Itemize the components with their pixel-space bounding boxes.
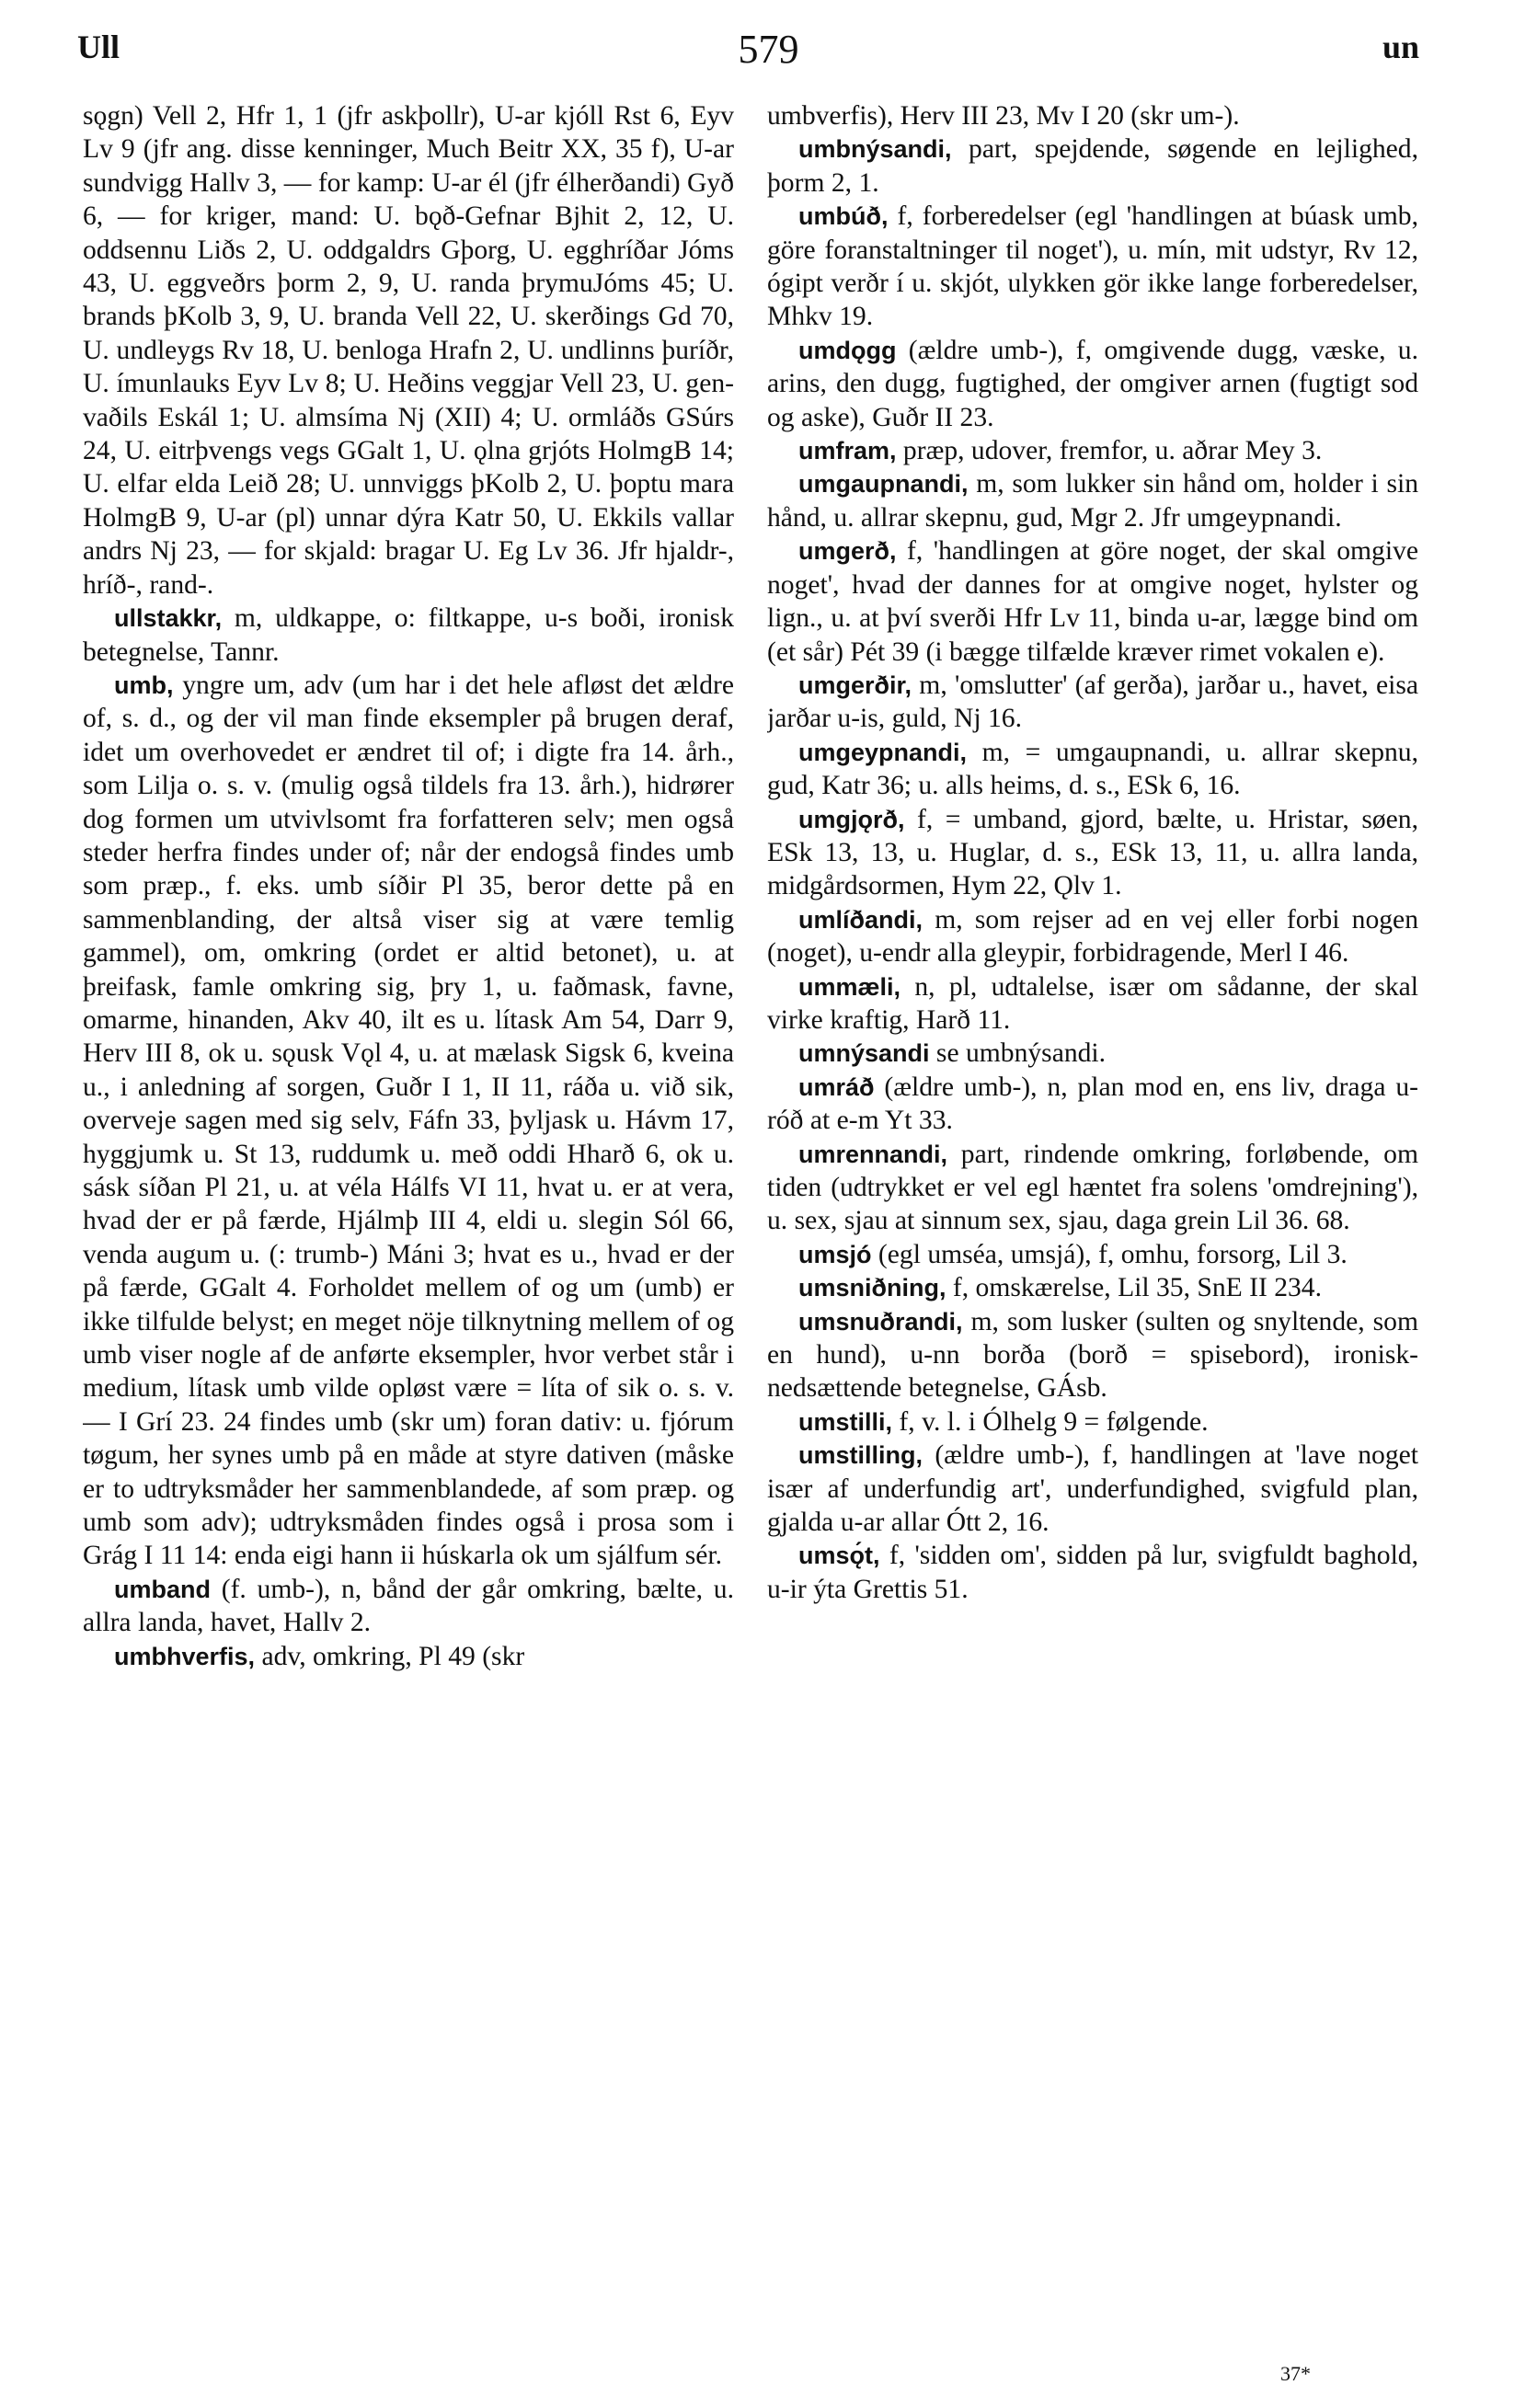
dictionary-entry (767, 1238, 1418, 1271)
headword: umstilli, (798, 1407, 893, 1436)
headword: umráð (798, 1072, 875, 1101)
headword: umsniðning, (798, 1274, 946, 1302)
entry-text: se umbnýsandi. (929, 1038, 1107, 1069)
entry-text: yngre um, adv (um har i det hele afløst det ældre of, s. d., og der vil man finde eksempler på brugen deraf, idet um overhovedet er ændret til of; i digte fra 14. årh., som Lilja o. s. v. (mulig også tildels fra 13. årh.), hidrører dog formen um utvivlsomt fra forfatteren selv; men også steder herfra findes under of; når der endogså findes umb som præp., f. eks. umb síðir Pl 35, beror dette på en sammenblanding, der altså viser sig at være temlig gammel), om, omkring (ordet er altid betonet), u. at þreifask, famle omkring sig, þry 1, u. faðmask, favne, omarme, hinanden, Akv 40, ilt es u. lítask Am 54, Darr 9, Herv III 8, ok u. sǫusk Vǫl 4, u. at mælask Sigsk 6, kveina u., i anledning af sorgen, Guðr I 1, II 11, ráða u. við sik, overveje sagen med sig selv, Fáfn 33, þyljask u. Hávm 17, hyggjumk u. St 13, ruddumk u. með oddi Hharð 6, ok u. sásk síðan Pl 21, u. at véla Hálfs VI 11, hvat u. er at vera, hvad der er på færde, Hjálmþ III 4, eldi u. slegin Sól 66, venda augum u. (: trumb-) Máni 3; hvat es u., hvad er der på færde, GGalt 4. Forholdet mellem of og um (umb) er ikke tilfulde belyst; en meget nöje tilknytning mellem of og umb viser nogle af de anførte eksempler, hvor verbet står i medium, lítask umb vilde opløst være = líta of sik o. s. v. — I Grí 23. 24 findes umb (skr um) foran dativ: u. fjórum tøgum, her synes umb på en måde at styre dativen (måske er to udtryksmåder her sammenblandede, af som præp. og umb som adv); udtryksmåden findes også i prosa som i Grág I 11 14: enda eigi hann ii húskarla ok um sjálfum sér. (83, 670, 734, 1571)
entry-text: (ældre umb-), f, handlingen at 'lave noget især af underfundig art', underfundighed, svigfuld plan, gjalda u-ar allar Ótt 2, 16. (767, 1440, 1418, 1538)
dictionary-entry (767, 903, 1418, 970)
headword: umbúð, (798, 202, 889, 231)
entry-text: f, 'sidden om', sidden på lur, svigfuldt baghold, u-ir ýta Grettis 51. (767, 1541, 1418, 1604)
entry-text: (egl umséa, umsjá), f, omhu, forsorg, Lil 3. (871, 1239, 1348, 1269)
headword: umstilling, (798, 1441, 923, 1470)
dictionary-entry (767, 467, 1418, 534)
dictionary-entry (767, 334, 1418, 434)
dictionary-entry (767, 736, 1418, 803)
entry-text: f, forberedelser (egl 'handlingen at búask umb, göre foranstaltninger til noget'), u. mín, mit udstyr, Rv 12, ógipt verðr í u. skjót, ulykken gör ikke lange forberedelser, Mhkv 19. (767, 201, 1418, 332)
headword: umb, (114, 671, 174, 699)
dictionary-entry (767, 1405, 1418, 1439)
headword: umgjǫrð, (798, 805, 905, 833)
headword: umdǫgg (798, 336, 897, 364)
dictionary-entry (767, 1138, 1418, 1238)
dictionary-entry (767, 669, 1418, 736)
page-number: 579 (738, 27, 799, 72)
entry-text: (ældre umb-), f, omgivende dugg, væske, u. arins, den dugg, fugtighed, der omgiver arnen (fugtigt sod og aske), Guðr II 23. (767, 335, 1418, 432)
page-header (0, 0, 1537, 92)
entry-text: m, som rejser ad en vej eller forbi nogen (noget), u-endr alla gleypir, forbidragende, Merl I 46. (767, 904, 1418, 969)
entry-text: (f. umb-), n, bånd der går omkring, bælte, u. allra landa, havet, Hallv 2. (83, 1574, 734, 1638)
right-column (767, 99, 1418, 2344)
dictionary-entry (83, 1573, 734, 1640)
entry-text: m, som lusker (sulten og snyltende, som en hund), u-nn borða (borð = spisebord), ironisk-nedsættende betegnelse, GÁsb. (767, 1306, 1418, 1404)
headword: umgerðir, (798, 671, 912, 699)
entry-text: n, pl, udtalelse, især om sådanne, der skal virke kraftig, Harð 11. (767, 971, 1418, 1035)
entry-text: sǫgn) Vell 2, Hfr 1, 1 (jfr askþollr), U-ar kjóll Rst 6, Eyv Lv 9 (jfr ang. disse kenninger, Much Beitr XX, 35 f), U-ar sundvigg Hallv 3, — for kamp: U-ar él (jfr élherðandi) Gyð 6, — for kriger, mand: U. bǫð-Gefnar Bjhit 2, 12, U. oddsennu Liðs 2, U. oddgaldrs Gþorg, U. egghríðar Jóms 43, U. eggveðrs þorm 2, 9, U. randa þrymuJóms 45; U. brands þKolb 3, 9, U. branda Vell 22, U. skerðings Gd 70, U. undleygs Rv 18, U. benloga Hrafn 2, U. undlinns þuríðr, U. ímunlauks Eyv Lv 8; U. Heðins veggjar Vell 23, U. gen-vaðils Eskál 1; U. almsíma Nj (XII) 4; U. ormláðs GSúrs 24, U. eitrþvengs vegs GGalt 1, U. ǫlna grjóts HolmgB 14; U. elfar elda Leið 28; U. unnviggs þKolb 2, U. þoptu mara HolmgB 9, U-ar (pl) unnar dýra Katr 50, U. Ekkils vallar andrs Nj 23, — for skjald: bragar U. Eg Lv 36. Jfr hjaldr-, hríð-, rand-. (83, 101, 734, 600)
left-column (83, 99, 734, 2344)
dictionary-entry (767, 200, 1418, 334)
dictionary-entry (767, 1271, 1418, 1304)
headword: umsǫ́t, (798, 1542, 880, 1570)
headword: umgerð, (798, 537, 897, 566)
headword: umlíðandi, (798, 905, 923, 934)
entry-text: adv, omkring, Pl 49 (skr (255, 1641, 525, 1671)
dictionary-entry (83, 669, 734, 1573)
entry-text: (ældre umb-), n, plan mod en, ens liv, draga u-róð at e-m Yt 33. (767, 1072, 1418, 1136)
header-right-guideword: un (1382, 29, 1419, 65)
entry-text: part, rindende omkring, forløbende, om tiden (udtrykket er vel egl hæntet fra solens 'omdrejning'), u. sex, sjau at sinnum sex, sjau, daga grein Lil 36. 68. (767, 1139, 1418, 1236)
signature-mark: 37* (1280, 2362, 1311, 2385)
headword: umrennandi, (798, 1140, 948, 1168)
continuation-entry (83, 99, 734, 602)
continuation-entry (767, 99, 1418, 132)
dictionary-entry (767, 970, 1418, 1038)
headword: umgeypnandi, (798, 738, 968, 766)
dictionary-entry (83, 1640, 734, 1673)
entry-text: m, 'omslutter' (af gerða), jarðar u., havet, eisa jarðar u-is, guld, Nj 16. (767, 670, 1418, 734)
dictionary-entry (767, 1539, 1418, 1606)
headword: umgaupnandi, (798, 470, 969, 499)
dictionary-entry (83, 602, 734, 669)
entry-text: præp, udover, fremfor, u. aðrar Mey 3. (896, 436, 1323, 466)
entry-text: f, = umband, gjord, bælte, u. Hristar, søen, ESk 13, 13, u. Huglar, d. s., ESk 13, 11, u. allra landa, midgårdsormen, Hym 22, Ǫlv 1. (767, 804, 1418, 901)
entry-text: m, uldkappe, o: filtkappe, u-s boði, ironisk betegnelse, Tannr. (83, 603, 734, 667)
header-left-guideword: Ull (77, 29, 120, 65)
headword: umnýsandi (798, 1039, 930, 1068)
entry-text: umbverfis), Herv III 23, Mv I 20 (skr um-). (767, 101, 1240, 131)
entry-text: part, spejdende, søgende en lejlighed, þorm 2, 1. (767, 134, 1418, 198)
headword: umband (114, 1575, 211, 1603)
dictionary-entry (767, 434, 1418, 467)
dictionary-entry (767, 132, 1418, 200)
entry-text: m, = umgaupnandi, u. allrar skepnu, gud, Katr 36; u. alls heims, d. s., ESk 6, 16. (767, 737, 1418, 801)
entry-text: f, v. l. i Ólhelg 9 = følgende. (892, 1406, 1209, 1437)
dictionary-entry (767, 1305, 1418, 1405)
dictionary-entry (767, 1071, 1418, 1138)
dictionary-entry (767, 1037, 1418, 1070)
dictionary-entry (767, 534, 1418, 669)
dictionary-entry (767, 1439, 1418, 1539)
headword: umsjó (798, 1240, 872, 1268)
entry-text: f, 'handlingen at göre noget, der skal omgive noget', hvad der dannes for at omgive noget, hylster og lign., u. at því sverði Hfr Lv 11, binda u-ar, lægge bind om (et sår) Pét 39 (i bægge tilfælde kræver rimet vokalen e). (767, 536, 1418, 667)
headword: umbnýsandi, (798, 135, 952, 164)
headword: umsnuðrandi, (798, 1307, 963, 1336)
entry-text: m, som lukker sin hånd om, holder i sin hånd, u. allrar skepnu, gud, Mgr 2. Jfr umgeypnandi. (767, 469, 1418, 533)
headword: umfram, (798, 437, 897, 465)
headword: ullstakkr, (114, 604, 223, 633)
entry-text: f, omskærelse, Lil 35, SnE II 234. (946, 1273, 1323, 1303)
headword: umbhverfis, (114, 1642, 256, 1670)
headword: ummæli, (798, 972, 901, 1001)
dictionary-entry (767, 803, 1418, 903)
